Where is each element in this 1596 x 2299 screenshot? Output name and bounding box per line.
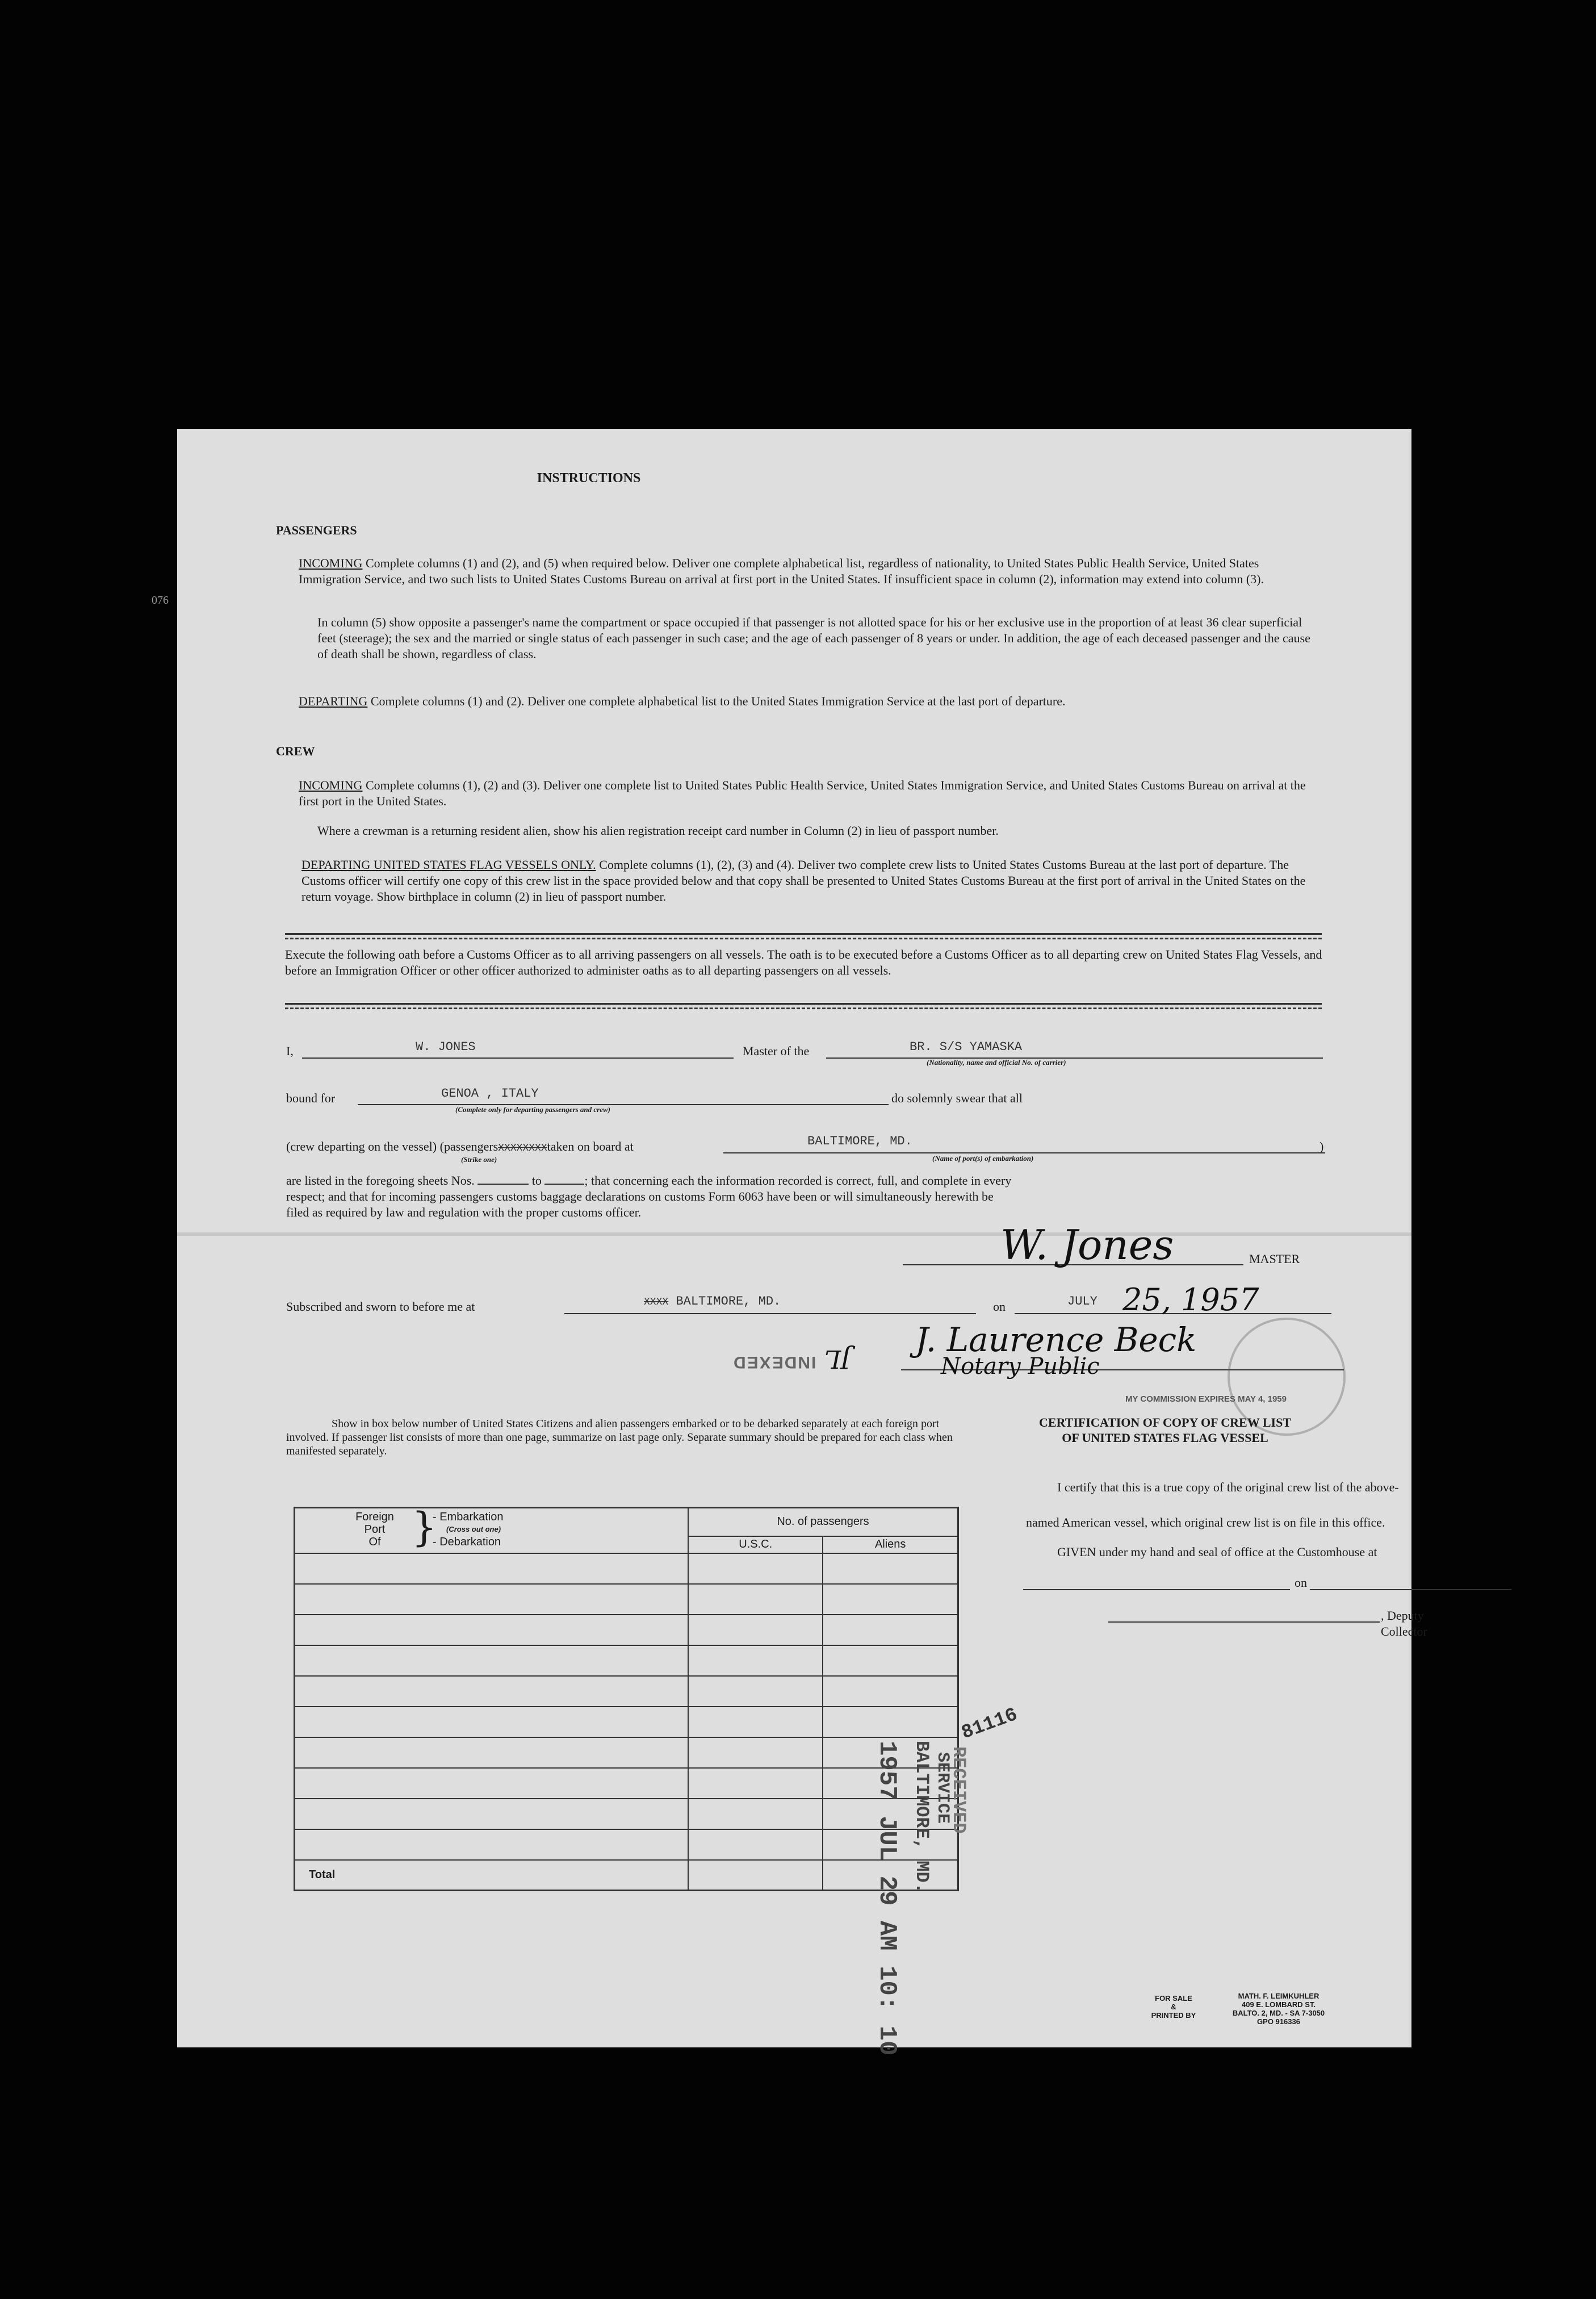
page-number-mark: 076: [152, 594, 169, 607]
crew-resident-paragraph: Where a crewman is a returning resident alien, show his alien registration receipt card number in Column (2) in lieu of passport number.: [317, 824, 999, 838]
subscribed-on-label: on: [993, 1299, 1006, 1314]
col-debarkation-label: - Debarkation: [433, 1536, 501, 1548]
table-cell: [295, 1645, 689, 1676]
incoming-text: Complete columns (1) and (2), and (5) when required below. Deliver one complete alphabetical list, regardless of nationality, to United States Public Health Service, United States Immigration Service, and two such lists to United States Customs Bureau on arrival at first port in the United States. If insufficient space in column (2), information may extend into column (3).: [299, 556, 1264, 586]
brace-icon: }: [412, 1504, 437, 1550]
table-cell: [295, 1829, 689, 1860]
table-cell: [688, 1584, 823, 1615]
no-passengers-header: No. of passengers: [688, 1508, 958, 1536]
total-usc-cell: [688, 1860, 823, 1891]
crew-departing-choice: [286, 1139, 634, 1156]
crew-incoming-text: Complete columns (1), (2) and (3). Deliver one complete list to United States Public Health Service, United States Immigration Service, and United States Customs Bureau on arrival at the first port in the United States.: [299, 778, 1306, 808]
table-row: [295, 1553, 958, 1584]
subscribed-place-struck: XXXX: [644, 1297, 669, 1308]
crew-departing-label: DEPARTING UNITED STATES FLAG VESSELS ONLY.: [301, 858, 596, 872]
summary-instructions: Show in box below number of United States Citizens and alien passengers embarked or to be debarked separately at each foreign port involved. If passenger list consists of more than one page, summarize on last page only. Separate summary should be prepared for each class when manifested separately.: [286, 1418, 953, 1457]
divider-rule-dashed: [285, 1008, 1322, 1009]
subscribed-label: Subscribed and sworn to before me at: [286, 1299, 475, 1314]
table-cell: [688, 1676, 823, 1707]
master-name-field-line: [302, 1057, 734, 1059]
table-row: [295, 1645, 958, 1676]
table-cell: [688, 1829, 823, 1860]
passengers-incoming-paragraph: [299, 555, 1315, 587]
master-name-value: W. JONES: [416, 1040, 476, 1054]
for-sale-label: FOR SALE: [1155, 1994, 1192, 2003]
subscribed-place-value: BALTIMORE, MD.: [676, 1294, 781, 1309]
table-cell: [295, 1584, 689, 1615]
certification-text-3: GIVEN under my hand and seal of office at the Customhouse at: [1057, 1545, 1377, 1559]
port-field-line: [723, 1152, 1325, 1153]
swear-text: do solemnly swear that all: [891, 1091, 1023, 1105]
strike-one-caption: (Strike one): [461, 1155, 497, 1164]
crew-departing-text: Complete columns (1), (2), (3) and (4). Deliver two complete crew lists to United States Customs Bureau at the last port of departure. The Customs officer will certify one copy of this crew list in the space provided below and that copy shall be presented to United States Customs Bureau at the first port of arrival in the United States on the return voyage. Show birthplace in column (2) in lieu of passport number.: [301, 858, 1306, 904]
table-row: [295, 1737, 958, 1768]
commission-expiry-stamp: MY COMMISSION EXPIRES MAY 4, 1959: [1125, 1394, 1287, 1404]
vessel-value: BR. S/S YAMASKA: [910, 1040, 1023, 1054]
table-row: [295, 1584, 958, 1615]
passengers-heading: PASSENGERS: [276, 523, 357, 537]
table-cell: [688, 1799, 823, 1829]
certification-on-label: on: [1295, 1575, 1307, 1590]
table-cell: [295, 1615, 689, 1645]
foreign-port-of-labels: [341, 1511, 409, 1548]
vessel-caption: (Nationality, name and official No. of carrier): [927, 1058, 1066, 1067]
divider-rule-dashed: [285, 938, 1322, 939]
table-cell: [688, 1553, 823, 1584]
bound-for-label: bound for: [286, 1091, 336, 1105]
received-date-stamp: 1957 JUL 29 AM 10: 10: [873, 1741, 901, 2056]
table-cell: [823, 1553, 958, 1584]
table-cell: [688, 1707, 823, 1737]
table-cell: [295, 1799, 689, 1829]
embarkation-labels: [433, 1511, 504, 1548]
sheet-to-field: [544, 1184, 584, 1185]
crew-incoming-label: INCOMING: [299, 778, 363, 792]
table-cell: [823, 1707, 958, 1737]
master-label: MASTER: [1249, 1252, 1300, 1266]
struck-out-text: XXXXXXXX: [498, 1143, 547, 1154]
received-stamp-city: BALTIMORE, MD.: [911, 1741, 932, 1893]
notary-signature: J. Laurence Beck: [915, 1320, 1197, 1359]
crew-departing-paragraph: [301, 857, 1318, 905]
received-stamp-service: SERVICE: [933, 1752, 952, 1824]
master-signature: W. Jones: [1000, 1221, 1174, 1269]
crew-list-form-page: [152, 429, 1427, 2056]
listed-to-label: to: [531, 1173, 542, 1188]
divider-rule: [285, 1003, 1322, 1005]
deputy-collector-field-line: [1108, 1621, 1380, 1623]
crew-departing-option: (crew departing on the vessel) (passengers: [286, 1139, 499, 1153]
table-row: [295, 1676, 958, 1707]
table-row: [295, 1829, 958, 1860]
table-row: [295, 1615, 958, 1645]
taken-on-board-text: taken on board at: [547, 1139, 634, 1153]
table-row: [295, 1799, 958, 1829]
divider-rule: [285, 933, 1322, 935]
received-stamp-label: RECEIVED: [948, 1746, 969, 1834]
table-cell: [295, 1737, 689, 1768]
vessel-field-line: [826, 1057, 1323, 1059]
col-embarkation-label: - Embarkation: [433, 1511, 504, 1523]
subscribed-place-field-line: [564, 1313, 976, 1314]
table-cell: [295, 1768, 689, 1799]
crew-incoming-paragraph: [299, 778, 1315, 809]
oath-intro: Execute the following oath before a Customs Officer as to all arriving passengers on all vessels. The oath is to be executed before a Customs Officer as to all departing crew on United States Flag Vessels, and before an Immigration Officer or other officer authorized to administer oaths as to all departing passengers on all vessels.: [285, 947, 1322, 977]
certification-text-2: named American vessel, which original crew list is on file in this office.: [1026, 1515, 1385, 1529]
table-cell: [823, 1676, 958, 1707]
subscribed-date-handwritten: 25, 1957: [1122, 1282, 1259, 1318]
sheet-from-field: [477, 1184, 529, 1185]
subscribed-place: [644, 1294, 781, 1309]
table-cell: [688, 1615, 823, 1645]
passengers-departing-paragraph: [299, 693, 1315, 709]
total-row: [295, 1860, 958, 1891]
table-row: [295, 1768, 958, 1799]
listed-sheets-text: [286, 1173, 1331, 1189]
table-row: [295, 1707, 958, 1737]
table-cell: [688, 1645, 823, 1676]
close-paren: ): [1319, 1139, 1324, 1153]
oath-i-label: I,: [286, 1044, 294, 1058]
listed-text-start: are listed in the foregoing sheets Nos.: [286, 1173, 475, 1188]
printer-city: BALTO. 2, MD. - SA 7-3050: [1232, 2009, 1325, 2017]
certification-date-field-line: [1310, 1589, 1511, 1590]
total-label: Total: [295, 1860, 689, 1891]
paper-fold-crease: [177, 1232, 1411, 1236]
notary-title: Notary Public: [941, 1353, 1100, 1380]
col-foreign-label: Foreign: [355, 1511, 394, 1523]
crew-heading: CREW: [276, 744, 315, 758]
received-serial: 81116: [958, 1704, 1021, 1745]
printer-name: MATH. F. LEIMKUHLER: [1238, 1992, 1319, 2000]
col-port-label: Port: [364, 1523, 386, 1536]
table-cell: [688, 1768, 823, 1799]
master-of-label: Master of the: [743, 1044, 810, 1058]
instructions-title: INSTRUCTIONS: [537, 471, 641, 486]
table-cell: [295, 1676, 689, 1707]
incoming-label: INCOMING: [299, 556, 363, 570]
printer-gpo: GPO 916336: [1257, 2017, 1300, 2026]
customhouse-field-line: [1023, 1589, 1290, 1590]
table-cell: [823, 1615, 958, 1645]
ampersand: &: [1171, 2003, 1176, 2011]
certification-title-2: OF UNITED STATES FLAG VESSEL: [1062, 1431, 1268, 1445]
listed-text-line2: respect; and that for incoming passengers customs baggage declarations on customs Form 6063 have been or will simultaneously herewith be: [286, 1189, 994, 1203]
indexed-stamp: INDEXED: [732, 1353, 816, 1372]
aliens-header: Aliens: [823, 1536, 958, 1553]
table-cell: [823, 1645, 958, 1676]
printer-address: 409 E. LOMBARD ST.: [1241, 2000, 1316, 2009]
table-cell: [823, 1584, 958, 1615]
destination-value: GENOA , ITALY: [441, 1086, 539, 1101]
port-caption: (Name of port(s) of embarkation): [932, 1154, 1034, 1163]
printed-by-label: PRINTED BY: [1151, 2011, 1196, 2020]
table-cell: [295, 1553, 689, 1584]
port-header-cell: [295, 1504, 689, 1553]
table-cell: [688, 1737, 823, 1768]
destination-caption: (Complete only for departing passengers and crew): [455, 1105, 610, 1114]
subscribed-date-typed: JULY: [1067, 1294, 1097, 1309]
listed-text-line3: filed as required by law and regulation with the proper customs officer.: [286, 1205, 642, 1219]
departing-text: Complete columns (1) and (2). Deliver one complete alphabetical list to the United States Immigration Service at the last port of departure.: [370, 694, 1066, 708]
destination-field-line: [358, 1104, 889, 1105]
certification-title-1: CERTIFICATION OF COPY OF CREW LIST: [1039, 1415, 1291, 1429]
usc-header: U.S.C.: [688, 1536, 823, 1553]
departing-label: DEPARTING: [299, 694, 368, 708]
listed-text-middle: ; that concerning each the information recorded is correct, full, and complete in every: [584, 1173, 1012, 1188]
table-cell: [295, 1707, 689, 1737]
deputy-collector-label: , Deputy Collector: [1381, 1608, 1427, 1638]
port-value: BALTIMORE, MD.: [807, 1134, 912, 1148]
printer-imprint: [1210, 1992, 1347, 2026]
col-cross-out-label: (Cross out one): [446, 1525, 501, 1533]
passenger-summary-table: [294, 1504, 959, 1891]
certification-text-1: I certify that this is a true copy of the original crew list of the above-: [1057, 1480, 1399, 1494]
col-of-label: Of: [368, 1536, 381, 1548]
printer-for-sale: [1142, 1994, 1205, 2020]
indexed-initials: JL: [824, 1344, 851, 1373]
passengers-column5-paragraph: In column (5) show opposite a passenger's name the compartment or space occupied if that passenger is not allotted space for his or her exclusive use in the proportion of at least 36 clear superficial feet (steerage); the sex and the married or single status of each passenger in such case; and the age of each passenger of 8 years or under. In addition, the age of each deceased passenger and the cause of death shall be shown, regardless of class.: [317, 615, 1310, 661]
